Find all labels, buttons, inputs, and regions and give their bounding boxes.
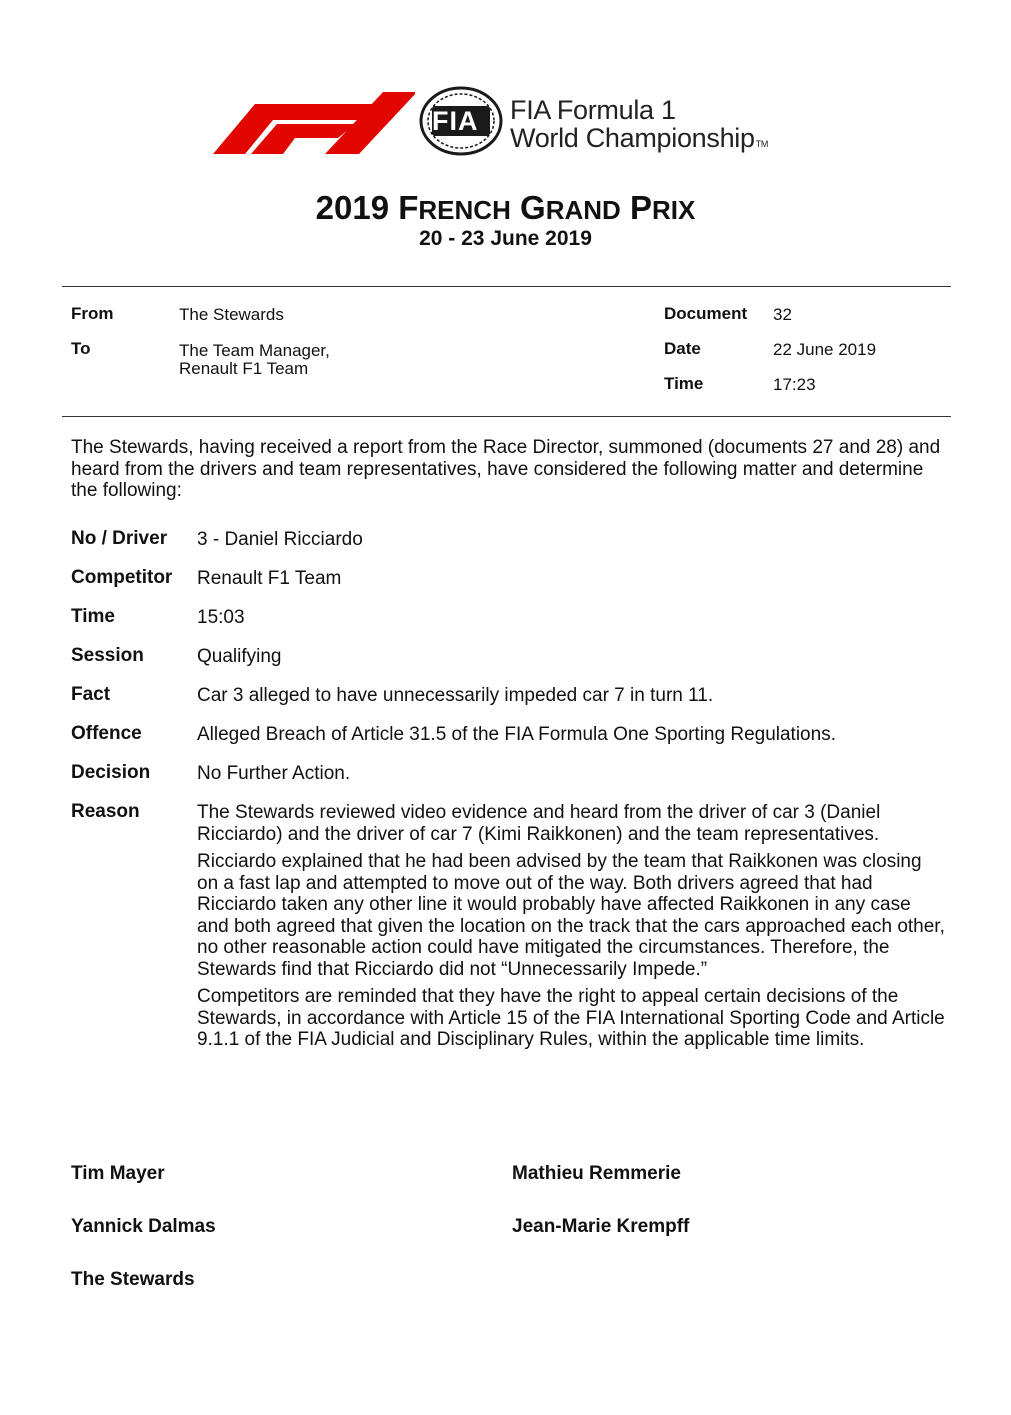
reason-label: Reason xyxy=(71,801,140,822)
decision-value: No Further Action. xyxy=(197,763,351,784)
driver-label: No / Driver xyxy=(71,528,168,549)
steward-name-3: Yannick Dalmas xyxy=(71,1216,216,1237)
offence-label: Offence xyxy=(71,723,142,744)
signature-footer: The Stewards xyxy=(71,1269,195,1290)
competitor-label: Competitor xyxy=(71,567,173,588)
title-word2-cap: G xyxy=(520,189,546,226)
steward-name-4: Jean-Marie Krempff xyxy=(512,1216,690,1237)
title-word2-rest: RAND xyxy=(545,195,621,225)
top-divider xyxy=(62,286,951,287)
logo-trademark: TM xyxy=(755,139,769,149)
competitor-value: Renault F1 Team xyxy=(197,568,342,589)
reason-value xyxy=(197,802,947,1057)
title-word3-rest: RIX xyxy=(652,195,696,225)
title-word3-cap: P xyxy=(629,189,652,226)
f1-logo-icon xyxy=(205,92,415,154)
logo-wordmark xyxy=(510,96,768,158)
to-value-line1: The Team Manager, xyxy=(179,341,330,360)
to-label: To xyxy=(71,339,91,358)
time-value: 17:23 xyxy=(773,375,816,394)
steward-name-1: Tim Mayer xyxy=(71,1163,165,1184)
from-label: From xyxy=(71,304,114,323)
fia-badge-label: FIA xyxy=(432,106,479,136)
fact-label: Fact xyxy=(71,684,111,705)
date-label: Date xyxy=(664,339,701,358)
logo-line2: World Championship xyxy=(510,123,755,153)
title-word1-cap: F xyxy=(398,189,419,226)
intro-paragraph: The Stewards, having received a report from the Race Director, summoned (documents 27 and 28) and heard from the drivers and team representatives, have considered the following matter and determine the following: xyxy=(71,437,941,501)
document-value: 32 xyxy=(773,305,792,324)
event-dates: 20 - 23 June 2019 xyxy=(419,227,592,250)
date-value: 22 June 2019 xyxy=(773,340,877,359)
offence-value: Alleged Breach of Article 31.5 of the FIA Formula One Sporting Regulations. xyxy=(197,724,836,745)
incident-time-label: Time xyxy=(71,606,116,627)
session-label: Session xyxy=(71,645,144,666)
document-label: Document xyxy=(664,304,748,323)
reason-paragraph-1: The Stewards reviewed video evidence and heard from the driver of car 3 (Daniel Ricciardo) and the driver of car 7 (Kimi Raikkonen) and the team representatives. xyxy=(197,802,881,845)
reason-paragraph-2: Ricciardo explained that he had been advised by the team that Raikkonen was closing on a fast lap and attempted to move out of the way. Both drivers agreed that had Ricciardo taken any other line it would probably have affected Raikkonen in any case and both agreed that given the location on the track that the cars approached each other, no other reasonable action could have mitigated the circumstances. Therefore, the Stewards find that Ricciardo did not “Unnecessarily Impede.” xyxy=(197,851,945,980)
reason-paragraph-3: Competitors are reminded that they have the right to appeal certain decisions of the Stewards, in accordance with Article 15 of the FIA International Sporting Code and Article 9.1.1 of the FIA Judicial and Disciplinary Rules, within the applicable time limits. xyxy=(197,986,945,1050)
steward-name-2: Mathieu Remmerie xyxy=(512,1163,681,1184)
page-title xyxy=(0,189,1011,227)
from-value: The Stewards xyxy=(179,305,284,324)
to-value xyxy=(179,342,330,378)
incident-time-value: 15:03 xyxy=(197,607,245,628)
driver-value: 3 - Daniel Ricciardo xyxy=(197,529,363,550)
session-value: Qualifying xyxy=(197,646,282,667)
title-word1-rest: RENCH xyxy=(418,195,511,225)
time-label: Time xyxy=(664,374,704,393)
to-value-line2: Renault F1 Team xyxy=(179,359,309,378)
bottom-divider xyxy=(62,416,951,417)
fact-value: Car 3 alleged to have unnecessarily impeded car 7 in turn 11. xyxy=(197,685,714,706)
header-logo xyxy=(205,86,845,162)
title-year: 2019 xyxy=(315,189,390,226)
logo-line1: FIA Formula 1 xyxy=(510,95,676,125)
decision-label: Decision xyxy=(71,762,151,783)
